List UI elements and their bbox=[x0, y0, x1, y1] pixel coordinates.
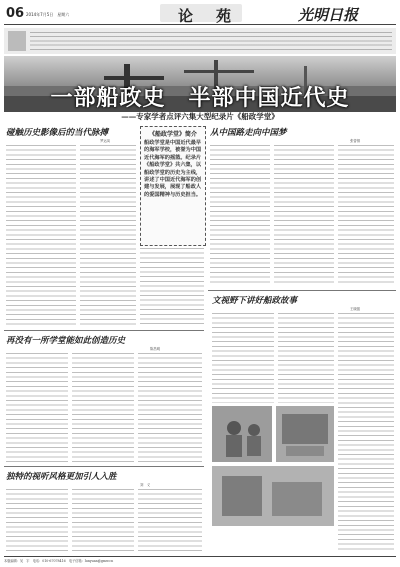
article-3-column-1 bbox=[6, 353, 68, 463]
left-divider bbox=[4, 330, 204, 331]
article-5-column-1 bbox=[6, 489, 68, 551]
text-lines bbox=[338, 145, 394, 285]
article-4-photo-2 bbox=[276, 406, 334, 462]
article-5-column-3 bbox=[138, 489, 202, 551]
page-number: 06 bbox=[6, 6, 25, 21]
article-5-title: 独特的视听风格更加引人入胜 bbox=[6, 472, 117, 482]
main-headline: 一部船政史 半部中国近代史 bbox=[50, 85, 350, 111]
photo-illustration bbox=[276, 406, 334, 462]
editors-note-strip bbox=[4, 28, 396, 54]
article-3-column-3 bbox=[138, 353, 202, 463]
article-4-title: 文视野下讲好船政故事 bbox=[212, 296, 298, 306]
text-lines bbox=[140, 248, 204, 328]
article-2-title: 从中国路走向中国梦 bbox=[210, 128, 287, 138]
text-lines bbox=[72, 353, 134, 463]
text-lines bbox=[212, 313, 274, 403]
summary-box bbox=[140, 126, 206, 246]
text-lines bbox=[6, 145, 76, 325]
article-2-column-1 bbox=[210, 145, 270, 285]
text-lines bbox=[338, 506, 394, 551]
newspaper-masthead: 光明日报 bbox=[298, 6, 359, 24]
text-lines bbox=[210, 145, 270, 285]
article-3-title: 再没有一所学堂能如此创造历史 bbox=[6, 336, 126, 346]
editors-note-text-lines bbox=[30, 32, 392, 51]
article-1-column-2 bbox=[80, 145, 136, 325]
article-4-photo-3 bbox=[212, 466, 334, 526]
article-2-column-3 bbox=[338, 145, 394, 285]
text-lines bbox=[274, 145, 334, 285]
photo-illustration bbox=[212, 406, 272, 462]
page-footer: 本版编辑：吴 宇 电话：010-67078416 电子信箱：lunyuan@gmw.cn bbox=[4, 556, 396, 563]
article-4-column-1 bbox=[212, 313, 274, 403]
article-5-byline: 刘 义 bbox=[140, 483, 151, 487]
photo-illustration bbox=[212, 466, 334, 526]
text-lines bbox=[6, 353, 68, 463]
article-4-column-3-continued bbox=[338, 506, 394, 551]
article-4-byline: 王晓振 bbox=[350, 307, 361, 311]
article-4-photo-1 bbox=[212, 406, 272, 462]
note-icon-block bbox=[8, 31, 26, 51]
summary-box-title: 《船政学堂》简介 bbox=[148, 131, 197, 138]
article-4-column-2 bbox=[278, 313, 334, 403]
text-lines bbox=[278, 313, 334, 403]
article-2-byline: 张曾祺 bbox=[350, 139, 361, 143]
header-rule bbox=[4, 24, 396, 25]
text-lines bbox=[6, 489, 68, 551]
page-date: 2014年7月5日 星期六 bbox=[26, 12, 70, 17]
article-2-column-2 bbox=[274, 145, 334, 285]
summary-box-text: 船政学堂是中国近代最早的海军学校，被誉为中国近代海军的摇篮。纪录片《船政学堂》共六集，以船政学堂的历史为主线，讲述了中国近代海军的创建与发展，展现了船政人的爱国精神与历史担当。 bbox=[144, 140, 202, 198]
article-1-title: 碰触历史影像后的当代脉搏 bbox=[6, 128, 109, 138]
article-5-column-2 bbox=[72, 489, 134, 551]
sub-headline: ——专家学者点评六集大型纪录片《船政学堂》 bbox=[121, 112, 279, 121]
article-4-column-3 bbox=[338, 313, 394, 503]
summary-continuation-column bbox=[140, 248, 204, 328]
text-lines bbox=[338, 313, 394, 503]
article-3-column-2 bbox=[72, 353, 134, 463]
article-3-byline: 陈昌明 bbox=[150, 347, 161, 351]
right-divider bbox=[208, 290, 396, 291]
article-1-column-1 bbox=[6, 145, 76, 325]
text-lines bbox=[138, 353, 202, 463]
text-lines bbox=[80, 145, 136, 325]
article-1-byline: 罗运凤 bbox=[100, 139, 111, 143]
text-lines bbox=[138, 489, 202, 551]
section-title: 论 苑 bbox=[178, 7, 236, 25]
bottom-left-divider bbox=[4, 466, 204, 467]
text-lines bbox=[72, 489, 134, 551]
